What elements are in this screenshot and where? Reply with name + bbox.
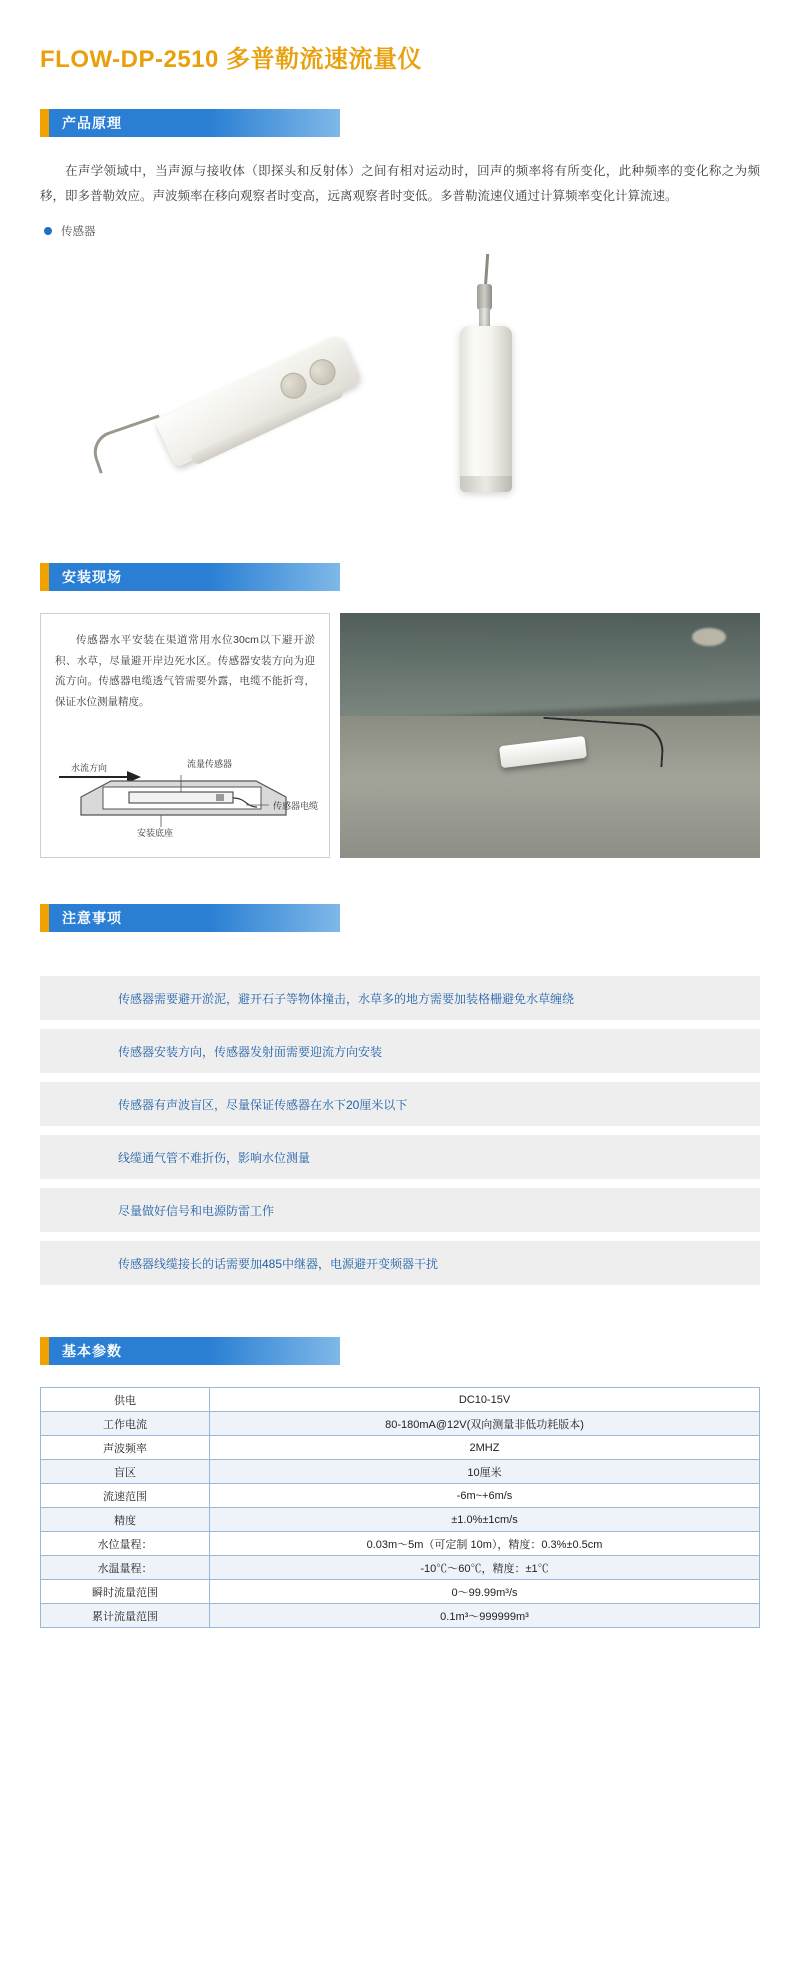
diagram-label-flow-direction: 水流方向: [71, 763, 108, 774]
table-row: [41, 1532, 760, 1556]
param-key: 瞬时流量范围: [41, 1580, 210, 1604]
diagram-label-sensor: 流量传感器: [187, 759, 233, 770]
section-heading-install: 安装现场: [62, 569, 122, 586]
section-title-bar: [49, 109, 340, 137]
tube-cylinder-shape: [460, 326, 512, 491]
parameters-table: [40, 1387, 760, 1628]
photo-rock-shape: [692, 628, 726, 646]
table-row: [41, 1388, 760, 1412]
tube-neck-shape: [479, 308, 490, 328]
notice-item: 传感器安装方向，传感器发射面需要迎流方向安装: [40, 1029, 760, 1073]
param-value: -10℃～60℃，精度：±1℃: [210, 1556, 760, 1580]
param-value: 0～99.99m³/s: [210, 1580, 760, 1604]
vertical-sensor-image: [455, 254, 525, 509]
section-header-principle: [40, 109, 340, 137]
param-value: 0.1m³～999999m³: [210, 1604, 760, 1628]
param-value: -6m~+6m/s: [210, 1484, 760, 1508]
tube-connector-shape: [477, 284, 492, 310]
param-key: 流速范围: [41, 1484, 210, 1508]
page-title: FLOW-DP-2510 多普勒流速流量仪: [40, 46, 423, 73]
notice-list: [40, 976, 760, 1285]
section-accent-bar: [40, 563, 49, 591]
param-value: 10厘米: [210, 1460, 760, 1484]
tube-cap-shape: [460, 476, 512, 492]
install-site-photo: [340, 613, 760, 858]
param-key: 声波频率: [41, 1436, 210, 1460]
product-photos: [40, 249, 760, 529]
notice-item: 传感器需要避开淤泥，避开石子等物体撞击，水草多的地方需要加装格栅避免水草缠绕: [40, 976, 760, 1020]
tube-wire-shape: [484, 254, 489, 288]
diagram-label-cable: 传感器电缆: [273, 801, 319, 812]
param-key: 工作电流: [41, 1412, 210, 1436]
table-row: [41, 1580, 760, 1604]
param-key: 水位量程：: [41, 1532, 210, 1556]
param-key: 盲区: [41, 1460, 210, 1484]
section-title-bar: [49, 904, 340, 932]
table-row: [41, 1412, 760, 1436]
param-value: ±1.0%±1cm/s: [210, 1508, 760, 1532]
table-row: [41, 1484, 760, 1508]
section-heading-notice: 注意事项: [62, 910, 122, 927]
section-heading-principle: 产品原理: [62, 115, 122, 132]
horizontal-sensor-image: [130, 324, 370, 488]
document-page: [0, 44, 800, 1738]
section-header-notice: [40, 904, 340, 932]
diagram-label-base: 安装底座: [137, 828, 174, 839]
section-accent-bar: [40, 904, 49, 932]
notice-item: 线缆通气管不难折伤，影响水位测量: [40, 1135, 760, 1179]
bullet-dot-icon: [44, 227, 52, 235]
section-title-bar: [49, 1337, 340, 1365]
param-key: 精度: [41, 1508, 210, 1532]
section-accent-bar: [40, 109, 49, 137]
sensor-bullet: [40, 223, 760, 239]
install-diagram-panel: [40, 613, 330, 858]
section-heading-params: 基本参数: [62, 1343, 122, 1360]
notice-item: 尽量做好信号和电源防雷工作: [40, 1188, 760, 1232]
install-diagram-drawing: [41, 719, 329, 854]
param-key: 水温量程：: [41, 1556, 210, 1580]
param-value: 80-180mA@12V(双向测量非低功耗版本): [210, 1412, 760, 1436]
principle-paragraph: 在声学领域中，当声源与接收体（即探头和反射体）之间有相对运动时，回声的频率将有所变化，此种频率的变化称之为频移，即多普勒效应。声波频率在移向观察者时变高，远离观察者时变低。多普勒流速仪通过计算频率变化计算流速。: [40, 164, 760, 204]
bottom-spacer: [40, 1628, 760, 1738]
param-value: 0.03m～5m（可定制 10m），精度：0.3%±0.5cm: [210, 1532, 760, 1556]
section-accent-bar: [40, 1337, 49, 1365]
table-row: [41, 1436, 760, 1460]
param-value: 2MHZ: [210, 1436, 760, 1460]
install-diagram-text: 传感器水平安装在渠道常用水位30cm以下避开淤积、水草，尽量避开岸边死水区。传感器安装方向为迎流方向。传感器电缆透气管需要外露，电缆不能折弯，保证水位测量精度。: [55, 634, 315, 708]
table-row: [41, 1556, 760, 1580]
section-header-params: [40, 1337, 340, 1365]
sensor-bullet-label: 传感器: [61, 226, 96, 239]
notice-item: 传感器有声波盲区，尽量保证传感器在水下20厘米以下: [40, 1082, 760, 1126]
notice-item: 传感器线缆接长的话需要加485中继器，电源避开变频器干扰: [40, 1241, 760, 1285]
param-key: 供电: [41, 1388, 210, 1412]
table-row: [41, 1604, 760, 1628]
table-row: [41, 1508, 760, 1532]
param-value: DC10-15V: [210, 1388, 760, 1412]
section-header-install: [40, 563, 340, 591]
param-key: 累计流量范围: [41, 1604, 210, 1628]
install-content-row: [40, 613, 760, 858]
section-title-bar: [49, 563, 340, 591]
table-row: [41, 1460, 760, 1484]
